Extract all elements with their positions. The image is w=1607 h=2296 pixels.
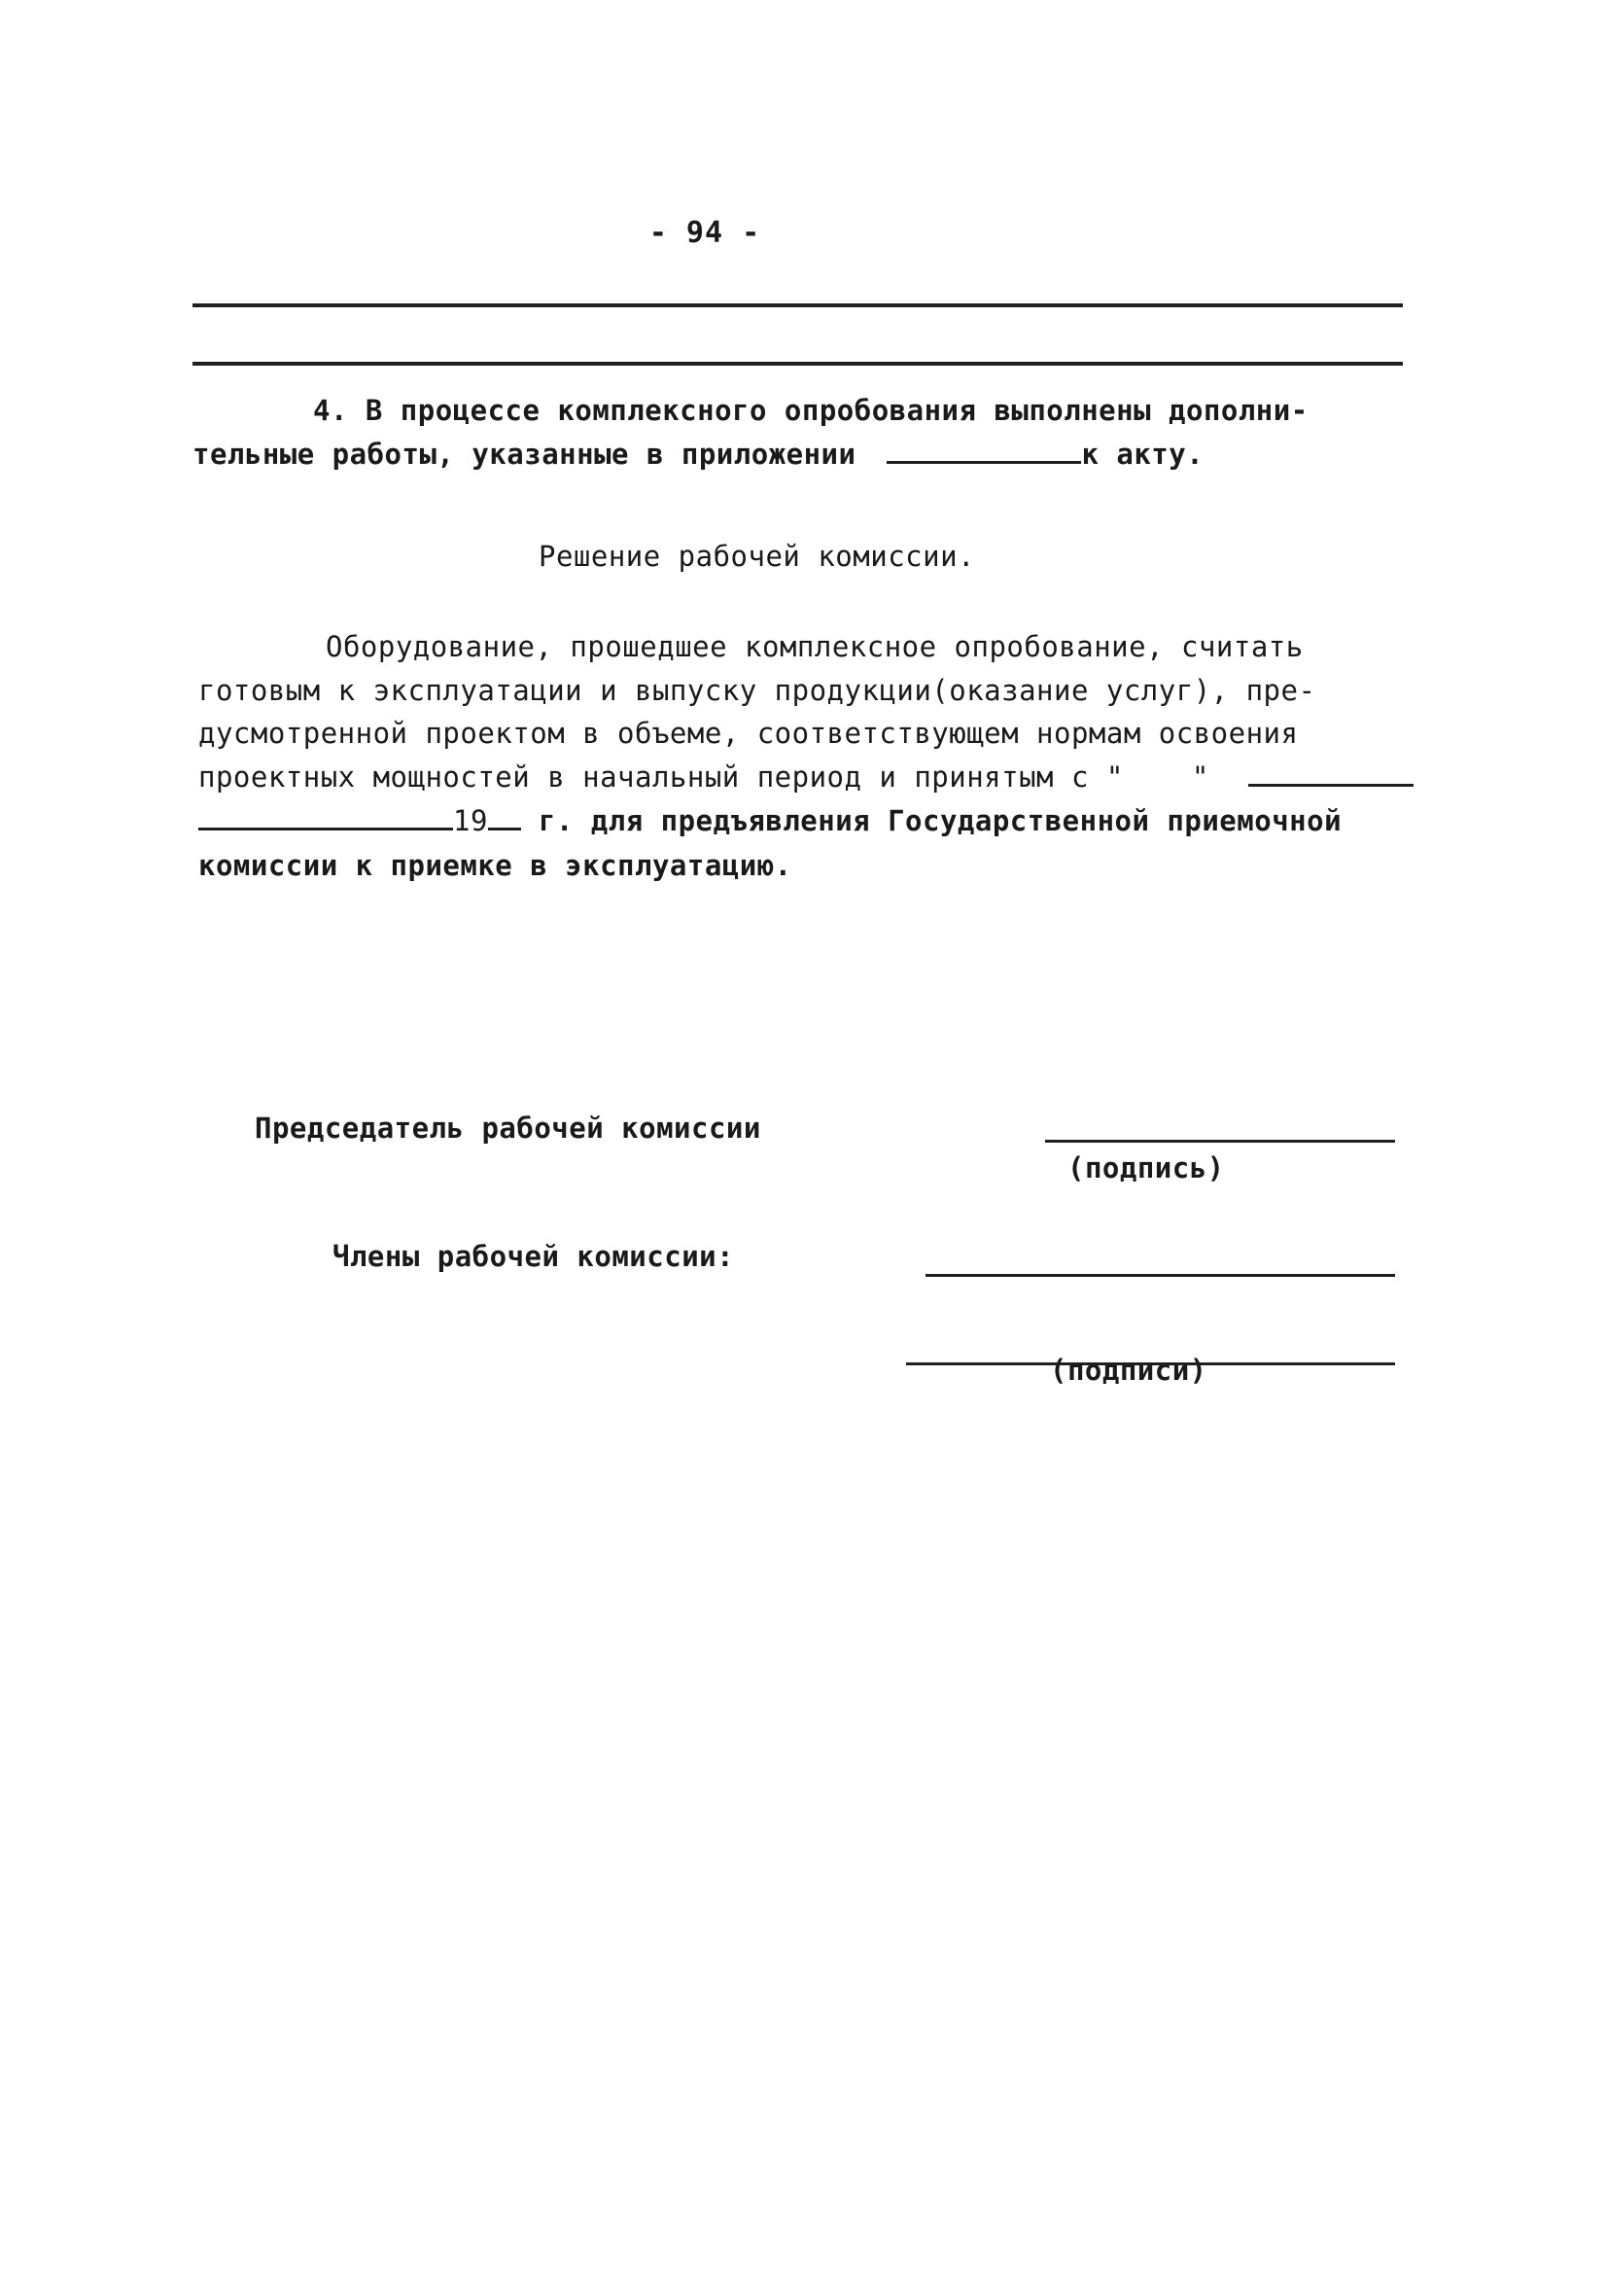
section4-line2 bbox=[192, 435, 1204, 474]
members-signature-caption: (подписи) bbox=[1050, 1354, 1207, 1387]
chairman-signature-caption: (подпись) bbox=[1067, 1151, 1225, 1184]
decision-line4-quote: " bbox=[1191, 760, 1209, 794]
chairman-label: Председатель рабочей комиссии bbox=[255, 1112, 761, 1145]
section4-line1: 4. В процессе комплексного опробования выполнены дополни- bbox=[313, 394, 1309, 427]
decision-line6: комиссии к приемке в эксплуатацию. bbox=[198, 849, 792, 882]
decision-line4 bbox=[198, 758, 1414, 796]
decision-line5-year: 19 bbox=[453, 804, 488, 837]
member-signature-line-2 bbox=[906, 1362, 1395, 1365]
decision-line5 bbox=[198, 801, 1342, 840]
decision-title: Решение рабочей комиссии. bbox=[539, 540, 975, 573]
decision-line1: Оборудование, прошедшее комплексное опробование, считать bbox=[326, 630, 1304, 663]
header-rule-top bbox=[192, 303, 1403, 307]
members-label: Члены рабочей комиссии: bbox=[332, 1240, 735, 1273]
decision-line3: дусмотренной проектом в объеме, соответствующем нормам освоения bbox=[198, 717, 1299, 750]
year-blank bbox=[488, 802, 521, 830]
decision-line2: готовым к эксплуатации и выпуску продукции(оказание услуг), пре- bbox=[198, 674, 1316, 707]
acceptance-date-blank bbox=[198, 802, 453, 830]
decision-line4-text: проектных мощностей в начальный период и принятым с " bbox=[198, 760, 1124, 794]
section4-line2-text: тельные работы, указанные в приложении bbox=[192, 438, 856, 471]
chairman-signature-line bbox=[1045, 1140, 1395, 1143]
page-number: - 94 - bbox=[648, 216, 761, 250]
decision-line5-text: г. для предъявления Государственной приемочной bbox=[538, 804, 1343, 837]
appendix-number-blank bbox=[887, 436, 1081, 464]
header-rule-bottom bbox=[192, 362, 1403, 366]
member-signature-line-1 bbox=[926, 1274, 1395, 1277]
acceptance-month-blank bbox=[1248, 759, 1414, 787]
section4-line2-end: к акту. bbox=[1081, 438, 1205, 471]
